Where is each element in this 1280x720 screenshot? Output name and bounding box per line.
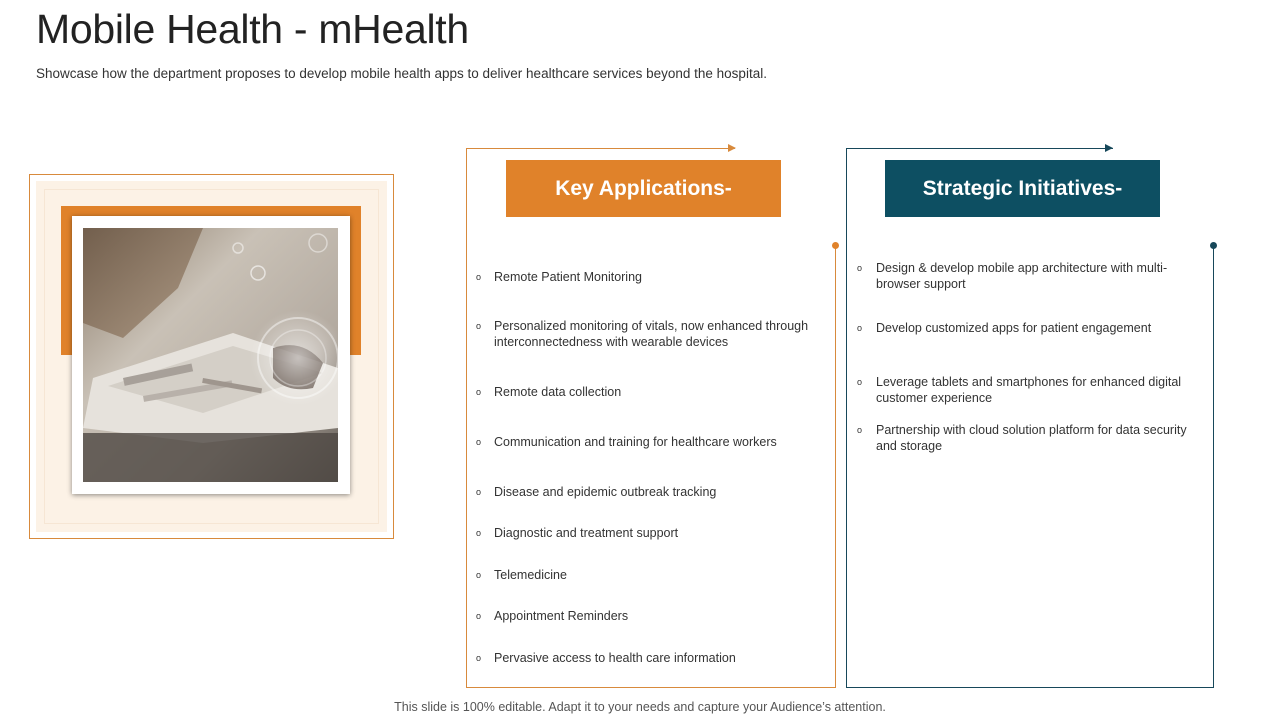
- bullet-icon: o: [476, 570, 482, 580]
- bullet-icon: o: [857, 377, 863, 387]
- bullet-icon: o: [476, 437, 482, 447]
- connector-dot-icon: [1210, 242, 1217, 249]
- strategic-initiatives-panel: [846, 148, 1213, 688]
- list-item: o Remote data collection: [476, 385, 622, 399]
- list-item: o Appointment Reminders: [476, 609, 629, 623]
- bullet-icon: o: [857, 323, 863, 333]
- bullet-icon: o: [857, 263, 863, 273]
- bullet-icon: o: [476, 653, 482, 663]
- key-applications-panel: [466, 148, 835, 688]
- list-item: o Disease and epidemic outbreak tracking: [476, 485, 717, 499]
- list-item: o Partnership with cloud solution platform for data security and storage: [857, 423, 1187, 453]
- list-item: o Pervasive access to health care information: [476, 651, 736, 665]
- list-item: o Personalized monitoring of vitals, now enhanced through interconnectedness with wearable devices: [476, 319, 809, 349]
- page-title: Mobile Health - mHealth: [36, 6, 469, 52]
- bullet-icon: o: [476, 611, 482, 621]
- list-item: o Communication and training for healthcare workers: [476, 435, 777, 449]
- connector-line: [1213, 245, 1214, 688]
- list-item: o Design & develop mobile app architecture with multi-browser support: [857, 261, 1168, 291]
- list-item: o Telemedicine: [476, 568, 567, 582]
- strategic-initiatives-heading: Strategic Initiatives-: [885, 160, 1160, 217]
- bullet-icon: o: [476, 272, 482, 282]
- list-item: o Diagnostic and treatment support: [476, 526, 679, 540]
- bullet-icon: o: [476, 528, 482, 538]
- arrow-right-icon: [1105, 144, 1113, 152]
- bullet-icon: o: [476, 387, 482, 397]
- photo-frame: [29, 174, 394, 539]
- key-applications-heading: Key Applications-: [506, 160, 781, 217]
- panel-border-gap: [1113, 147, 1215, 151]
- arrow-right-icon: [728, 144, 736, 152]
- page-subtitle: Showcase how the department proposes to develop mobile health apps to deliver healthcare services beyond the hospital.: [36, 66, 767, 81]
- list-item: o Develop customized apps for patient engagement: [857, 321, 1152, 335]
- connector-line: [835, 245, 836, 688]
- tablet-health-photo-icon: [83, 228, 338, 482]
- bullet-icon: o: [857, 425, 863, 435]
- panel-border-gap: [735, 147, 837, 151]
- photo-card: [72, 216, 350, 494]
- footer-note: This slide is 100% editable. Adapt it to your needs and capture your Audience’s attention.: [394, 700, 886, 714]
- connector-dot-icon: [832, 242, 839, 249]
- list-item: o Remote Patient Monitoring: [476, 270, 642, 284]
- bullet-icon: o: [476, 487, 482, 497]
- bullet-icon: o: [476, 321, 482, 331]
- list-item: o Leverage tablets and smartphones for enhanced digital customer experience: [857, 375, 1182, 405]
